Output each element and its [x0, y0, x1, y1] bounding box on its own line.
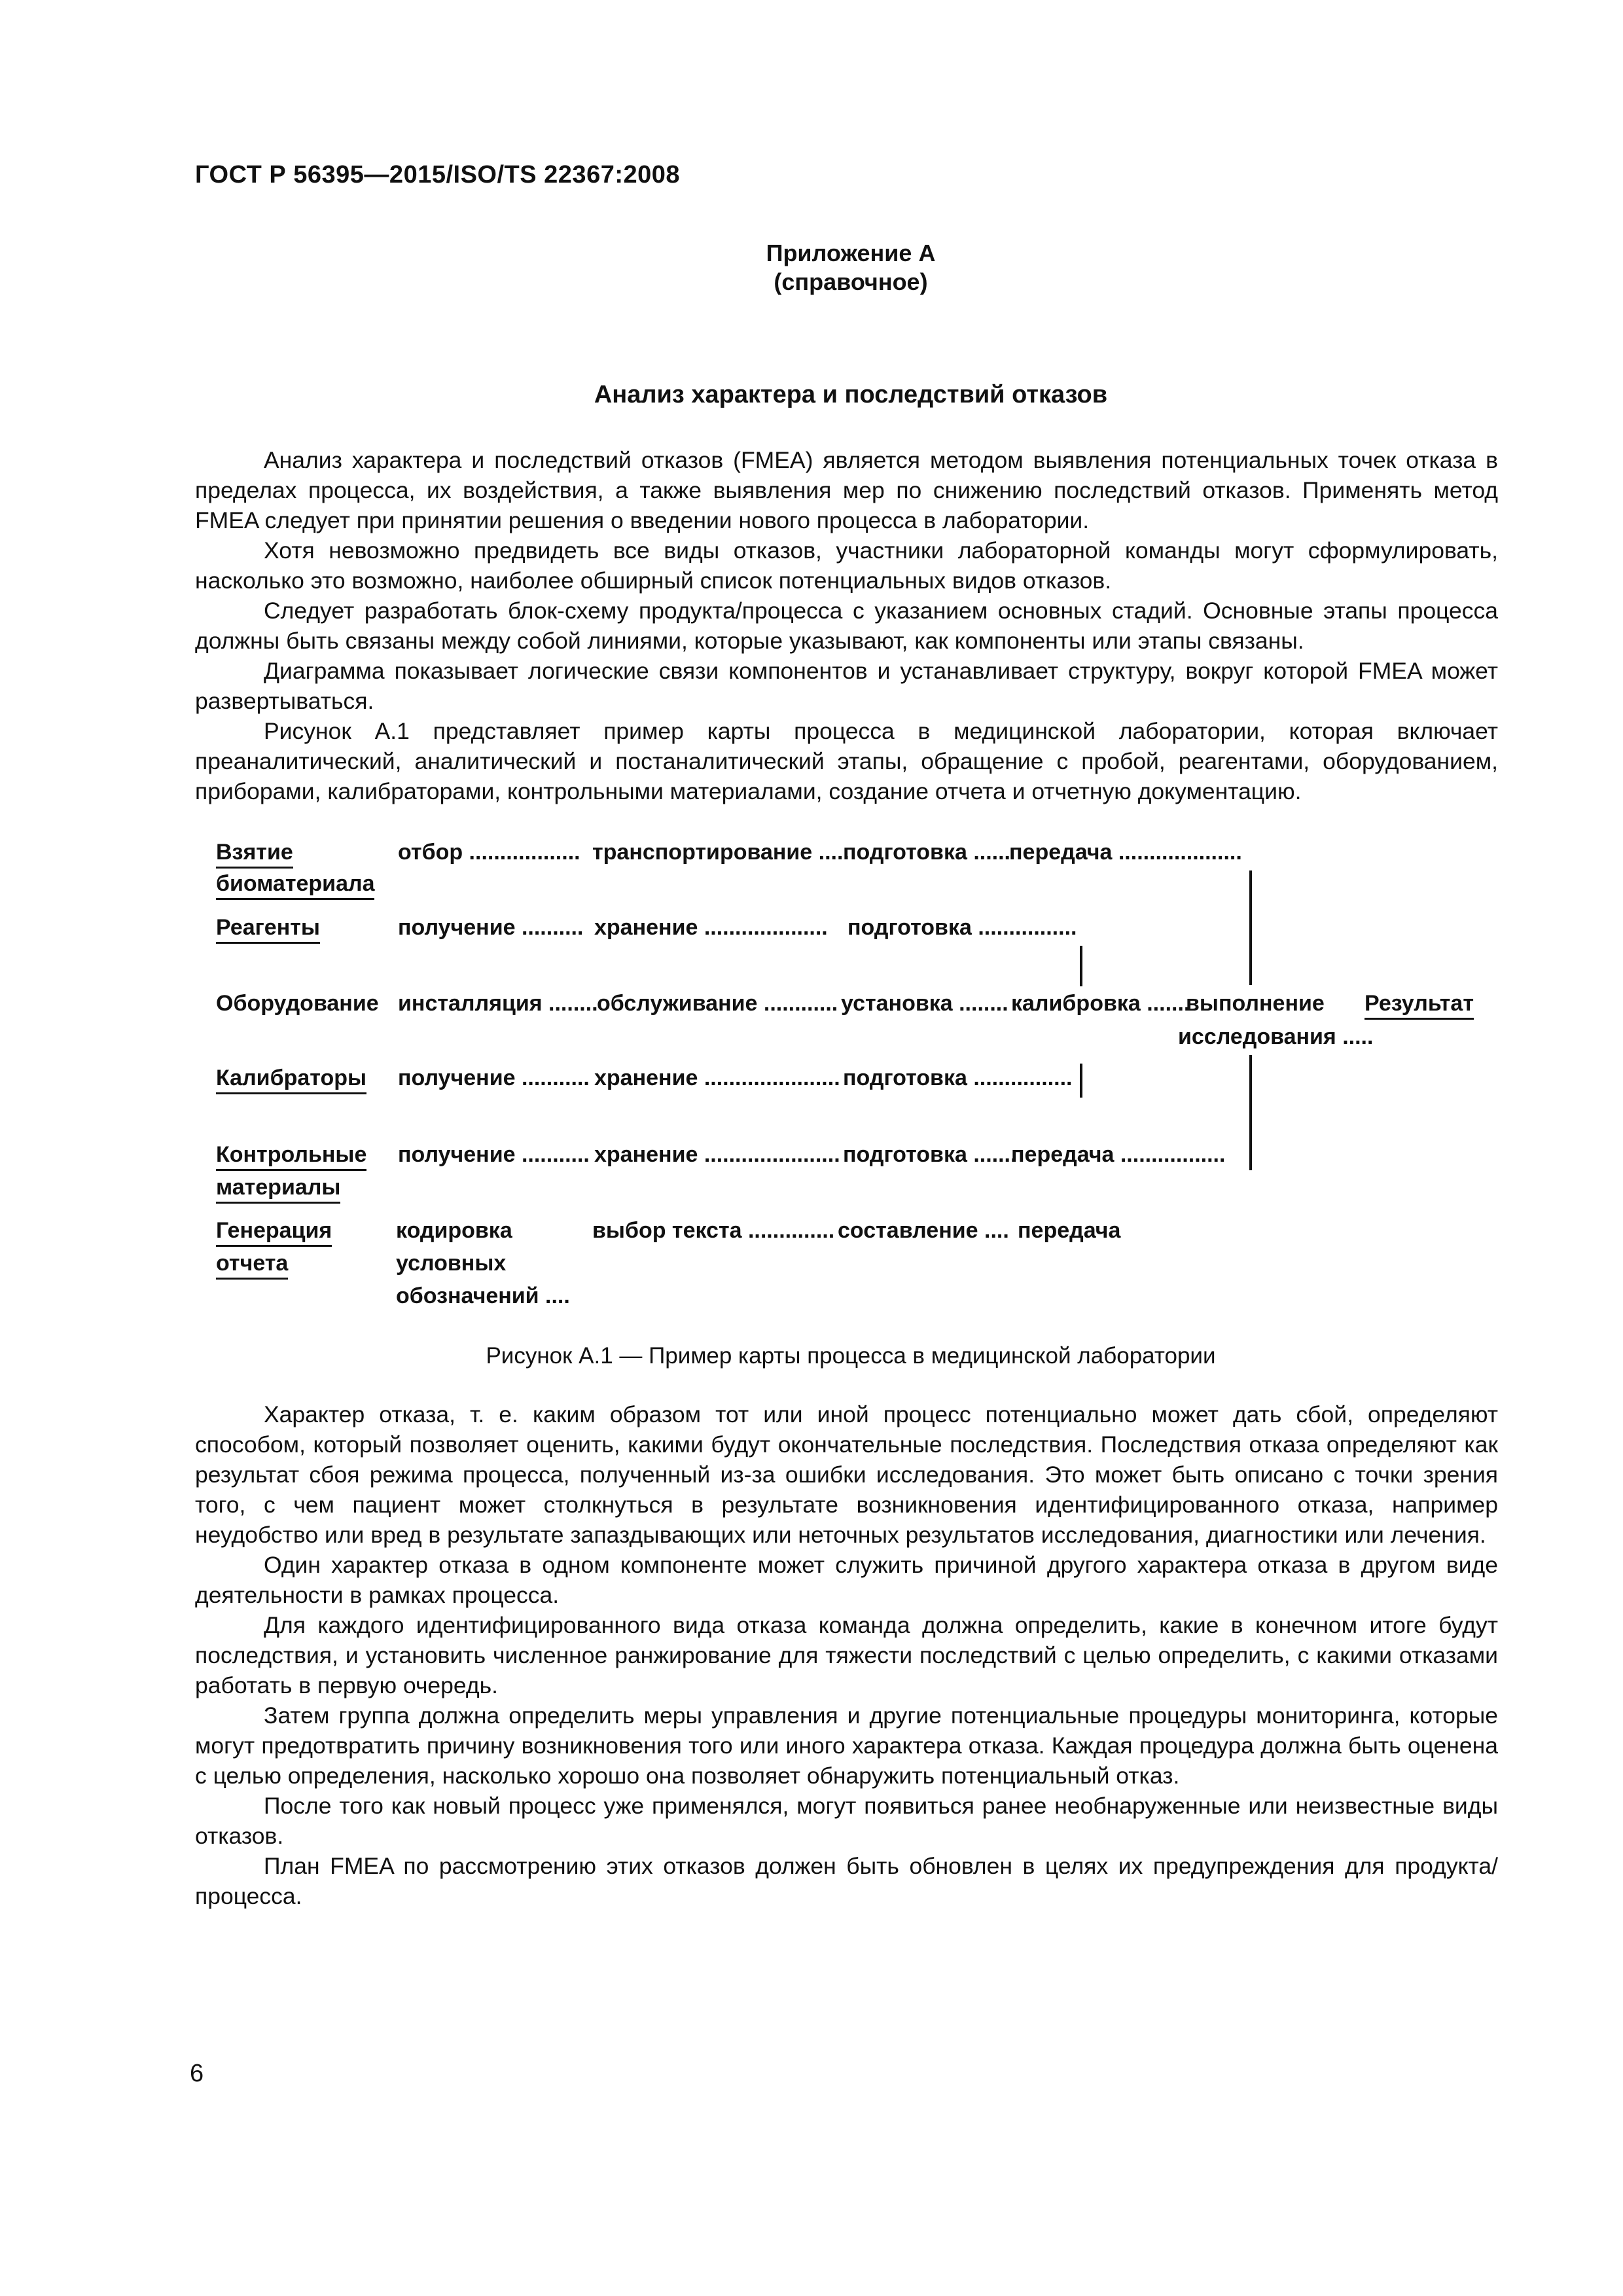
row-label-equipment: Оборудование: [216, 991, 379, 1016]
appendix-title: Приложение А: [766, 240, 936, 266]
paragraph: Характер отказа, т. е. каким образом тот или иной процесс потенциально может дать сбой, определяют способом, который позволяет оценить, какими будут окончательные последствия. Последствия отказа определяют как результат сбоя режима процесса, полученный из-за ошибки исследования. Это может быть описано с точки зрения того, с чем пациент может столкнуться в результате возникновения идентифицированного отказа, например неудобство или вред в результате запаздывающих или неточных результатов исследования, диагностики или лечения.: [195, 1401, 1498, 1548]
step-sampling-2: транспортирование .....: [592, 840, 849, 865]
step-report-1c: обозначений ....: [396, 1283, 570, 1308]
paragraph: Диаграмма показывает логические связи компонентов и устанавливает структуру, вокруг которой FMEA может развертываться.: [195, 658, 1498, 714]
step-calibrators-3: подготовка ................: [843, 1066, 1073, 1090]
paragraph: Затем группа должна определить меры управления и другие потенциальные процедуры мониторинга, которые могут предотвратить причину возникновения того или иного характера отказа. Каждая процедура должна быть оценена с целью определения, насколько хорошо она позволяет обнаружить потенциальный отказ.: [195, 1702, 1498, 1789]
paragraph: Для каждого идентифицированного вида отказа команда должна определить, какие в конечном итоге будут последствия, и установить численное ранжирование для тяжести последствий с целью определить, с какими отказами работать в первую очередь.: [195, 1612, 1498, 1698]
connector-line-controls: [1249, 1055, 1252, 1170]
step-report-4: передача: [1018, 1218, 1121, 1243]
row-label-calibrators: Калибраторы: [216, 1066, 366, 1094]
step-controls-2: хранение ......................: [594, 1142, 840, 1167]
paragraph: Рисунок А.1 представляет пример карты процесса в медицинской лаборатории, которая включает преаналитический, аналитический и постаналитический этапы, обращение с пробой, реагентами, оборудованием, приборами, калибраторами, контрольными материалами, создание отчета и отчетную документацию.: [195, 718, 1498, 804]
paragraph: Один характер отказа в одном компоненте может служить причиной другого характера отказа в другом виде деятельности в рамках процесса.: [195, 1552, 1498, 1608]
step-sampling-1: отбор ..................: [398, 840, 580, 865]
row-label-sampling-1: Взятие: [216, 840, 293, 869]
step-controls-1: получение ...........: [398, 1142, 590, 1167]
step-equipment-2: обслуживание ............: [597, 991, 838, 1016]
paragraph: План FMEA по рассмотрению этих отказов должен быть обновлен в целях их предупреждения для продукта/процесса.: [195, 1853, 1498, 1909]
step-report-1b: условных: [396, 1251, 507, 1276]
step-calibrators-1: получение ...........: [398, 1066, 590, 1090]
page-number: 6: [190, 2060, 204, 2087]
step-report-3: составление ....: [838, 1218, 1009, 1243]
row-label-report-2: отчета: [216, 1251, 288, 1280]
figure-caption: Рисунок А.1 — Пример карты процесса в медицинской лаборатории: [486, 1343, 1216, 1369]
step-reagents-1: получение ..........: [398, 915, 584, 940]
row-label-report-1: Генерация: [216, 1218, 332, 1247]
step-calibrators-2: хранение ......................: [594, 1066, 840, 1090]
appendix-status: (справочное): [774, 268, 928, 295]
step-controls-4: передача .................: [1011, 1142, 1226, 1167]
step-report-2: выбор текста ..............: [592, 1218, 835, 1243]
connector-line-reagents: [1080, 946, 1082, 986]
main-text: [195, 1399, 1498, 1911]
step-reagents-3: подготовка ................: [847, 915, 1077, 940]
section-title: Анализ характера и последствий отказов: [594, 381, 1108, 408]
step-report-1a: кодировка: [396, 1218, 512, 1243]
step-equipment-1: инсталляция ........: [398, 991, 598, 1016]
step-sampling-4: передача ....................: [1009, 840, 1242, 865]
row-label-reagents: Реагенты: [216, 915, 320, 944]
paragraph: Анализ характера и последствий отказов (FMEA) является методом выявления потенциальных точек отказа в пределах процесса, их воздействия, а также выявления мер по снижению последствий отказов. Применять метод FMEA следует при принятии решения о введении нового процесса в лаборатории.: [195, 447, 1498, 533]
result-label: Результат: [1364, 991, 1474, 1020]
step-reagents-2: хранение ....................: [594, 915, 828, 940]
row-label-controls-1: Контрольные: [216, 1142, 366, 1171]
step-controls-3: подготовка .......: [843, 1142, 1017, 1167]
step-equipment-5: выполнение: [1186, 991, 1325, 1016]
paragraph: Следует разработать блок-схему продукта/процесса с указанием основных стадий. Основные этапы процесса должны быть связаны между собой линиями, которые указывают, как компоненты или этапы связаны.: [195, 598, 1498, 654]
paragraph: После того как новый процесс уже применялся, могут появиться ранее необнаруженные или неизвестные виды отказов.: [195, 1793, 1498, 1849]
row-label-sampling-2: биоматериала: [216, 871, 374, 900]
intro-text: [195, 445, 1498, 806]
connector-line-sampling: [1249, 870, 1252, 985]
document-header: ГОСТ Р 56395—2015/ISO/TS 22367:2008: [195, 161, 681, 188]
step-equipment-5b: исследования .....: [1178, 1024, 1374, 1049]
step-sampling-3: подготовка ......: [843, 840, 1010, 865]
paragraph: Хотя невозможно предвидеть все виды отказов, участники лабораторной команды могут сформулировать, насколько это возможно, наиболее обширный список потенциальных видов отказов.: [195, 537, 1498, 594]
connector-line-calibrators: [1080, 1064, 1082, 1098]
step-equipment-4: калибровка .......: [1011, 991, 1190, 1016]
step-equipment-3: установка ........: [841, 991, 1008, 1016]
row-label-controls-2: материалы: [216, 1175, 340, 1204]
